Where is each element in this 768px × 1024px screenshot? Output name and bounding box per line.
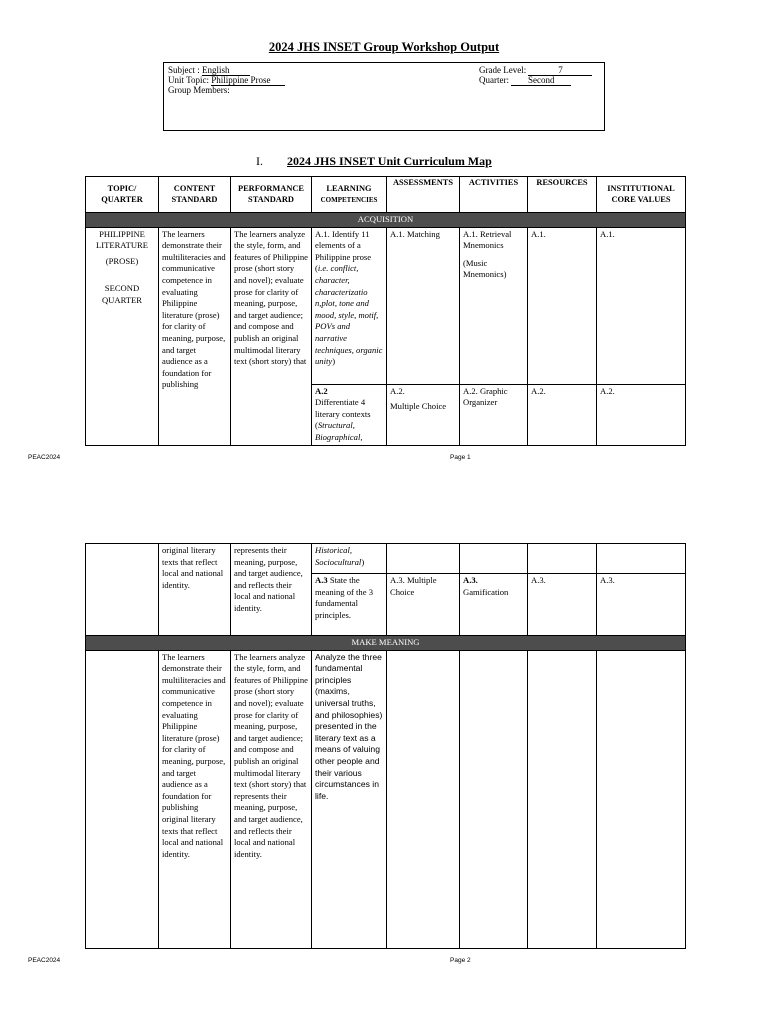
unit-topic-label: Unit Topic: bbox=[168, 75, 209, 85]
group-members-label: Group Members: bbox=[168, 85, 230, 95]
assessment-a3: A.3. Multiple Choice bbox=[387, 574, 460, 636]
header-content-standard: CONTENT STANDARD bbox=[159, 177, 231, 213]
value-a1: A.1. bbox=[597, 227, 686, 384]
section-title: 2024 JHS INSET Unit Curriculum Map bbox=[287, 154, 492, 168]
mm-competency: Analyze the three fundamental principles (maxims, universal truths, and philosophies) presented in the literary text as a means of valuing other people and their various circumstances in life. bbox=[312, 650, 387, 948]
page-title: 2024 JHS INSET Group Workshop Output bbox=[268, 40, 500, 54]
band-acquisition-label: ACQUISITION bbox=[86, 213, 686, 228]
mm-content-standard: The learners demonstrate their multiliteracies and communicative competence in evaluating Philippine literature (prose) for clarity of meaning, purpose, and target audience as a foundation for publishing original literary texts that reflect local and national identity. bbox=[159, 650, 231, 948]
footer-page-number-2: Page 2 bbox=[450, 957, 471, 964]
competency-a1-tail: ) bbox=[332, 356, 336, 367]
header-assessments: ASSESSMENTS bbox=[387, 177, 460, 213]
grade-level-label: Grade Level: bbox=[479, 65, 527, 75]
activity-a1-line2: (Music Mnemonics) bbox=[463, 257, 507, 280]
mm-topic-cell bbox=[86, 650, 159, 948]
subject-value: English bbox=[202, 65, 250, 76]
topic-line1: PHILIPPINE LITERATURE bbox=[95, 228, 149, 251]
unit-topic-value: Philippine Prose bbox=[211, 75, 285, 86]
subject-label: Subject : bbox=[168, 65, 200, 75]
activity-a2: A.2. Graphic Organizer bbox=[460, 384, 528, 445]
mm-activity bbox=[460, 650, 528, 948]
resource-a2: A.2. bbox=[528, 384, 597, 445]
activity-a3-line1: A.3. bbox=[463, 575, 478, 585]
activity-a2-continued bbox=[460, 544, 528, 574]
workshop-info-box bbox=[163, 62, 605, 131]
activity-a3 bbox=[460, 574, 528, 636]
value-a2-continued bbox=[597, 544, 686, 574]
header-learning-line1: LEARNING bbox=[326, 184, 372, 193]
competency-a2-cont-tail: ) bbox=[361, 556, 365, 567]
competency-a2-continued bbox=[312, 544, 387, 574]
resource-a2-continued bbox=[528, 544, 597, 574]
competency-a2-italic: Structural, Biographical, bbox=[315, 420, 363, 442]
curriculum-map-table-page1 bbox=[85, 176, 686, 446]
topic-cell-continued bbox=[86, 544, 159, 636]
header-topic: TOPIC/ QUARTER bbox=[86, 177, 159, 213]
band-make-meaning-label: MAKE MEANING bbox=[86, 636, 686, 651]
activity-a1-line1: A.1. Retrieval Mnemonics bbox=[463, 228, 512, 251]
competency-a3 bbox=[312, 574, 387, 636]
activity-a1 bbox=[460, 227, 528, 384]
mm-value bbox=[597, 650, 686, 948]
content-standard-continued: original literary texts that reflect local and national identity. bbox=[159, 544, 231, 636]
resource-a1: A.1. bbox=[528, 227, 597, 384]
competency-a2-cont-italic: Historical, Sociocultural bbox=[315, 545, 362, 567]
assessment-a2 bbox=[387, 384, 460, 445]
resource-a3: A.3. bbox=[528, 574, 597, 636]
footer-left-page1: PEAC2024 bbox=[28, 454, 61, 461]
table-row-a1 bbox=[86, 227, 686, 384]
value-a2: A.2. bbox=[597, 384, 686, 445]
activity-a3-line2: Gamification bbox=[463, 586, 509, 597]
assessment-a2-continued bbox=[387, 544, 460, 574]
quarter-value: Second bbox=[511, 75, 571, 86]
header-activities: ACTIVITIES bbox=[460, 177, 528, 213]
topic-line2: (PROSE) bbox=[105, 255, 139, 266]
mm-resource bbox=[528, 650, 597, 948]
competency-a2-text: Differentiate 4 literary contexts ( bbox=[315, 397, 371, 431]
table-header-row bbox=[86, 177, 686, 213]
header-performance-standard: PERFORMANCE STANDARD bbox=[231, 177, 312, 213]
band-acquisition bbox=[86, 213, 686, 228]
competency-a1-lead: A.1. Identify 11 elements of a Philippine prose ( bbox=[315, 228, 372, 274]
curriculum-map-table-page2 bbox=[85, 543, 686, 949]
assessment-a1: A.1. Matching bbox=[387, 227, 460, 384]
competency-a3-text: State the meaning of the 3 fundamental principles. bbox=[315, 575, 373, 620]
competency-a1-italic: i.e. conflict, character, characterizatio n,plot, tone and mood, style, motif, POVs and narrative techniques, organic unity bbox=[315, 263, 383, 367]
value-a3: A.3. bbox=[597, 574, 686, 636]
topic-line3: SECOND QUARTER bbox=[101, 283, 143, 305]
content-standard-cell: The learners demonstrate their multiliteracies and communicative competence in evaluating Philippine literature (prose) for clarity of meaning, purpose, and target audience as a foundation for publishing bbox=[159, 227, 231, 445]
topic-cell bbox=[86, 227, 159, 445]
footer-left-page2: PEAC2024 bbox=[28, 957, 61, 964]
quarter-label: Quarter: bbox=[479, 75, 509, 85]
assessment-a2-line2: Multiple Choice bbox=[390, 401, 447, 412]
footer-page-number-1: Page 1 bbox=[450, 454, 471, 461]
header-resources: RESOURCES bbox=[528, 177, 597, 213]
quarter-line bbox=[479, 75, 571, 86]
mm-performance-standard: The learners analyze the style, form, and features of Philippine prose (short story and novel); evaluate prose for clarity of meaning, purpose, and target audience; and compose and publish an original multimodal literary text (short story) that represents their meaning, purpose, and target audience, and reflects their local and national identity. bbox=[231, 650, 312, 948]
table-row-make-meaning bbox=[86, 650, 686, 948]
competency-a2-lead: A.2 bbox=[315, 385, 328, 396]
performance-standard-continued: represents their meaning, purpose, and target audience, and reflects their local and national identity. bbox=[231, 544, 312, 636]
header-learning-line2: COMPETENCIES bbox=[320, 195, 378, 204]
competency-a3-lead: A.3 bbox=[315, 575, 328, 585]
band-make-meaning bbox=[86, 636, 686, 651]
mm-assessment bbox=[387, 650, 460, 948]
performance-standard-cell: The learners analyze the style, form, and features of Philippine prose (short story and novel); evaluate prose for clarity of meaning, purpose, and target audience; and compose and publish an original multimodal literary text (short story) that bbox=[231, 227, 312, 445]
table-row-a2-continued bbox=[86, 544, 686, 574]
grade-level-value: 7 bbox=[528, 65, 592, 76]
header-core-values: INSTITUTIONAL CORE VALUES bbox=[597, 177, 686, 213]
section-number: I. bbox=[256, 154, 263, 168]
assessment-a2-line1: A.2. bbox=[390, 385, 405, 396]
header-learning-competencies bbox=[312, 177, 387, 213]
competency-a2 bbox=[312, 384, 387, 445]
competency-a1 bbox=[312, 227, 387, 384]
